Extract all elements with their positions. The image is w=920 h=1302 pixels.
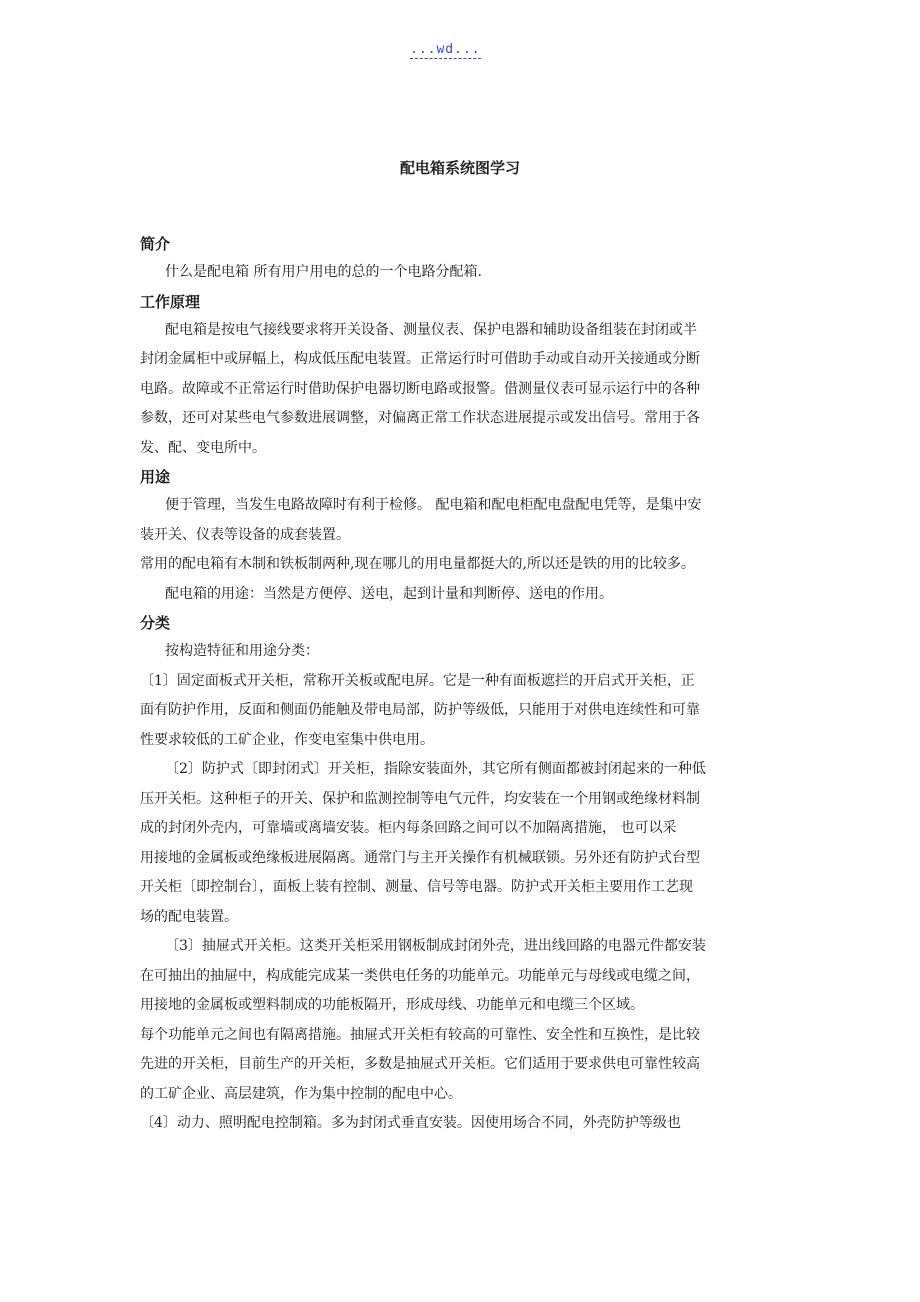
- header-link[interactable]: ...wd...: [410, 42, 481, 57]
- text-line: 开关柜〔即控制台〕，面板上装有控制、测量、信号等电器。防护式开关柜主要用作工艺现: [140, 879, 693, 895]
- document-body: [140, 230, 790, 1139]
- paragraph: [140, 258, 790, 288]
- text-line: 配电箱是按电气接线要求将开关设备、测量仪表、保护电器和辅助设备组装在封闭或半: [165, 321, 697, 338]
- section-heading-classification: 分类: [140, 614, 171, 632]
- paragraph: [140, 491, 790, 609]
- text-line: 便于管理，当发生电路故障时有利于检修。 配电箱和配电柜配电盘配电凭等，是集中安: [165, 497, 702, 513]
- text-line: 面有防护作用，反面和侧面仍能触及带电局部，防护等级低，只能用于对供电连续性和可靠: [140, 702, 700, 718]
- text-line: 性要求较低的工矿企业，作变电室集中供电用。: [140, 731, 434, 748]
- text-line: 〔2〕防护式〔即封闭式〕开关柜，指除安装面外，其它所有侧面都被封闭起来的一种低: [165, 761, 706, 777]
- text-line: 的工矿企业、高层建筑，作为集中控制的配电中心。: [140, 1085, 462, 1102]
- page-title: 配电箱系统图学习: [399, 159, 520, 177]
- text-line: 〔4〕动力、照明配电控制箱。多为封闭式垂直安装。因使用场合不同，外壳防护等级也: [140, 1115, 681, 1131]
- section-heading-usage: 用途: [140, 468, 171, 486]
- text-line: 每个功能单元之间也有隔离措施。抽屉式开关柜有较高的可靠性、安全性和互换性，是比较: [140, 1026, 700, 1043]
- text-line: 装开关、仪表等设备的成套装置。: [140, 526, 350, 543]
- text-line: 封闭金属柜中或屏幅上，构成低压配电装置。正常运行时可借助手动或自动开关接通或分断: [140, 351, 700, 367]
- section-heading-intro: 简介: [140, 235, 171, 253]
- text-line: 用接地的金属板或绝缘板进展隔离。通常门与主开关操作有机械联锁。另外还有防护式台型: [140, 849, 700, 866]
- text-line: 参数，还可对某些电气参数进展调整，对偏离正常工作状态进展提示或发出信号。常用于各: [140, 410, 700, 426]
- text-line: 〔1〕固定面板式开关柜，常称开关板或配电屏。它是一种有面板遮拦的开启式开关柜，正: [140, 672, 695, 689]
- text-line: 常用的配电箱有木制和铁板制两种,现在哪儿的用电量都挺大的,所以还是铁的用的比较多。: [140, 556, 695, 572]
- text-line: 电路。故障或不正常运行时借助保护电器切断电路或报警。借测量仪表可显示运行中的各种: [140, 380, 700, 397]
- text-line: 〔3〕抽屉式开关柜。这类开关柜采用钢板制成封闭外壳，进出线回路的电器元件都安装: [165, 938, 706, 954]
- text-line: 在可抽出的抽屉中，构成能完成某一类供电任务的功能单元。功能单元与母线或电缆之间，: [140, 967, 700, 984]
- text-line: 配电箱的用途：当然是方便停、送电，起到计量和判断停、送电的作用。: [165, 585, 613, 602]
- text-line: 发、配、变电所中。: [140, 439, 266, 456]
- text-line: 场的配电装置。: [140, 908, 238, 925]
- section-heading-principle: 工作原理: [140, 292, 201, 311]
- text-line: 先进的开关柜，目前生产的开关柜，多数是抽屉式开关柜。它们适用于要求供电可靠性较高: [140, 1056, 700, 1072]
- text-line: 什么是配电箱 所有用户用电的总的一个电路分配箱.: [165, 264, 482, 280]
- text-line: 按构造特征和用途分类：: [165, 643, 319, 659]
- paragraph: [140, 637, 790, 1139]
- text-line: 用接地的金属板或塑料制成的功能板隔开，形成母线、功能单元和电缆三个区域。: [140, 997, 644, 1013]
- text-line: 成的封闭外壳内，可靠墙或离墙安装。柜内每条回路之间可以不加隔离措施， 也可以采: [140, 820, 677, 836]
- text-line: 压开关柜。这种柜子的开关、保护和监测控制等电气元件，均安装在一个用钢或绝缘材料制: [140, 790, 700, 807]
- paragraph: [140, 316, 790, 464]
